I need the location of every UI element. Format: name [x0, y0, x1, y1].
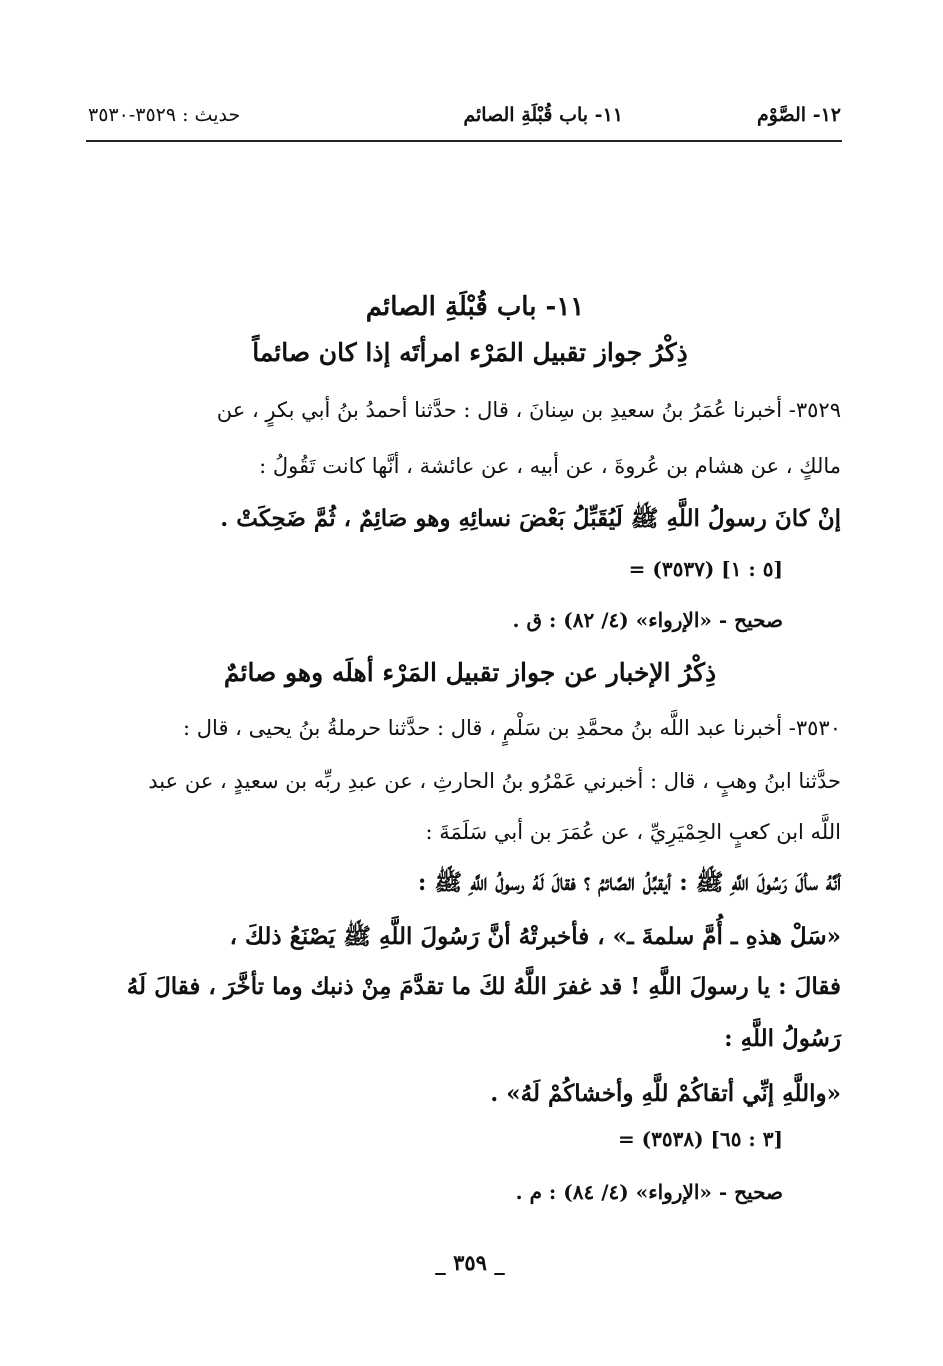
header-chapter: ١٢- الصَّوْم — [756, 104, 841, 126]
isnad-line: ٣٥٣٠- أخبرنا عبد اللَّه بنُ محمَّدِ بن سَلْمٍ ، قال : حدَّثنا حرملةُ بنُ يحيى ، قال : — [183, 716, 841, 740]
header-hadith-range: حديث : ٣٥٢٩-٣٥٣٠ — [88, 104, 241, 126]
isnad-line: مالكٍ ، عن هشام بن عُروةَ ، عن أبيه ، عن عائشة ، أنَّها كانت تَقُولُ : — [259, 454, 841, 478]
isnad-line: اللَّه ابن كعبٍ الحِمْيَرِيِّ ، عن عُمَرَ بن أبي سَلَمَةَ : — [425, 820, 841, 844]
page-number: _ ٣٥٩ _ — [435, 1250, 505, 1275]
section-heading: ذِكْرُ الإخبار عن جواز تقبيل المَرْء أهلَه وهو صائمٌ — [223, 658, 717, 687]
matn-line: «سَلْ هذهِ ـ أُمَّ سلمةَ ـ» ، فأخبرتْهُ أنَّ رَسُولَ اللَّهِ ﷺ يَصْنَعُ ذلكَ ، — [229, 923, 841, 950]
header-divider — [86, 140, 842, 142]
matn-line: أنَّهُ سألَ رَسُولَ اللَّهِ ﷺ : أيقبِّلُ الصَّائمُ ؟ فقالَ لَهُ رسولُ اللَّهِ ﷺ : — [417, 869, 841, 896]
section-heading: ذِكْرُ جواز تقبيل المَرْء امرأتَه إذا كان صائماً — [252, 338, 688, 367]
cross-reference: = (٣٥٣٨) [٣ : ٦٥] — [617, 1127, 783, 1151]
isnad-line: ٣٥٢٩- أخبرنا عُمَرُ بنُ سعيدِ بن سِنانَ ، قال : حدَّثنا أحمدُ بنُ أبي بكرٍ ، عن — [216, 398, 841, 422]
matn-line: «واللَّهِ إنِّي أتقاكُمْ للَّهِ وأخشاكُمْ لَهُ» . — [490, 1080, 841, 1107]
matn-line: إنْ كانَ رسولُ اللَّهِ ﷺ لَيُقَبِّلُ بَعْضَ نسائِهِ وهو صَائِمٌ ، ثُمَّ ضَحِكَتْ . — [220, 505, 841, 532]
isnad-line: حدَّثنا ابنُ وهبٍ ، قال : أخبرني عَمْرُو بنُ الحارثِ ، عن عبدِ ربِّه بن سعيدٍ ، عن عبد — [148, 769, 841, 793]
chapter-title: ١١- باب قُبْلَةِ الصائم — [365, 292, 585, 322]
cross-reference: = (٣٥٣٧) [٥ : ١] — [628, 557, 783, 581]
grading-note: صحيح - «الإرواء» (٤/ ٨٢) : ق . — [512, 608, 783, 632]
header-section: ١١- باب قُبْلَةِ الصائم — [463, 104, 623, 126]
matn-line: رَسُولُ اللَّهِ : — [724, 1025, 841, 1052]
matn-line: فقالَ : يا رسولَ اللَّهِ ! قد غفرَ اللَّهُ لكَ ما تقدَّمَ مِنْ ذنبك وما تأخَّرَ ، فقالَ لَهُ — [126, 973, 841, 1000]
grading-note: صحيح - «الإرواء» (٤/ ٨٤) : م . — [515, 1180, 783, 1204]
